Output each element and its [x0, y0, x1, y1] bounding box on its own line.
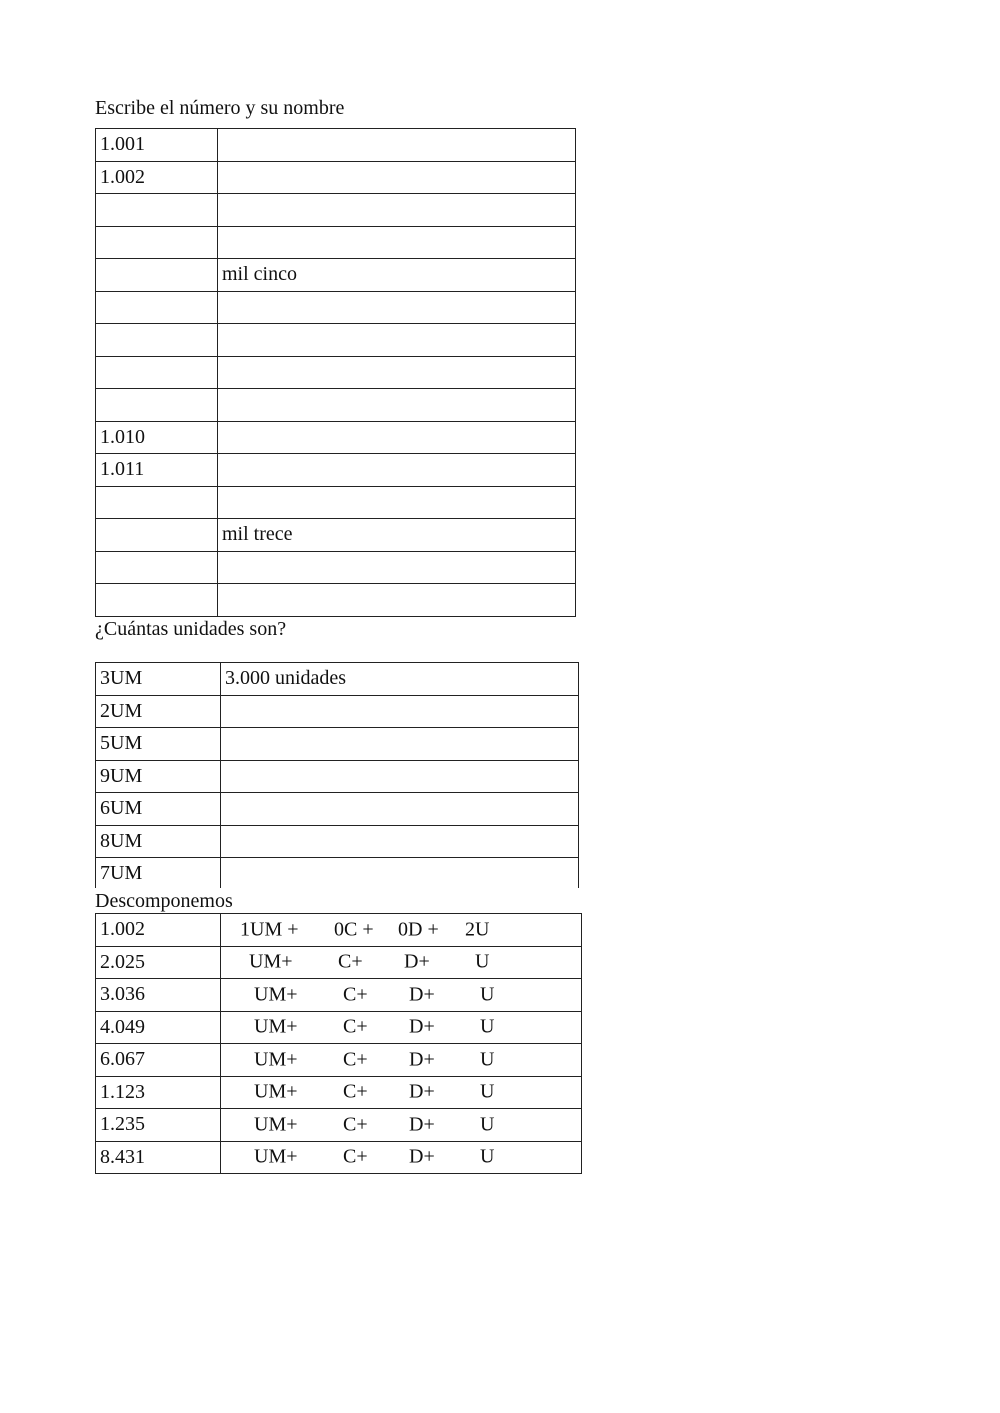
- table-row: [96, 356, 576, 389]
- decomposition-table: [95, 913, 582, 1174]
- units-table: [95, 662, 579, 888]
- number-cell: 4.049: [96, 1011, 221, 1044]
- number-cell[interactable]: [96, 356, 218, 389]
- section2-title: ¿Cuántas unidades son?: [95, 618, 287, 640]
- place-value-part: U: [480, 1015, 495, 1038]
- decomposition-cell[interactable]: [221, 979, 582, 1012]
- table-row: [96, 1076, 582, 1109]
- table-row: [96, 1141, 582, 1174]
- place-value-part: C+: [343, 1015, 368, 1038]
- place-value-part: D+: [409, 983, 435, 1006]
- table-row: [96, 421, 576, 454]
- number-cell[interactable]: [96, 226, 218, 259]
- number-name-table: [95, 128, 576, 617]
- number-cell: 1.235: [96, 1109, 221, 1142]
- name-cell: mil trece: [218, 519, 576, 552]
- number-cell[interactable]: [96, 519, 218, 552]
- section3-title: Descomponemos: [95, 890, 233, 912]
- number-cell[interactable]: [96, 259, 218, 292]
- place-value-part: D+: [404, 950, 430, 973]
- place-value-part: UM+: [254, 983, 298, 1006]
- number-cell: 3.036: [96, 979, 221, 1012]
- unit-label-cell: 8UM: [96, 825, 221, 858]
- table-row: [96, 291, 576, 324]
- table-row: [96, 454, 576, 487]
- number-cell: 2.025: [96, 946, 221, 979]
- name-cell: mil cinco: [218, 259, 576, 292]
- name-cell[interactable]: [218, 389, 576, 422]
- name-cell[interactable]: [218, 551, 576, 584]
- name-cell[interactable]: [218, 486, 576, 519]
- name-cell[interactable]: [218, 161, 576, 194]
- place-value-part: U: [480, 1048, 495, 1071]
- table-row: [96, 825, 579, 858]
- place-value-part: D+: [409, 1048, 435, 1071]
- table-row: [96, 259, 576, 292]
- place-value-part: C+: [343, 1080, 368, 1103]
- place-value-part: 0C +: [334, 918, 374, 941]
- table-row: [96, 226, 576, 259]
- number-cell: 6.067: [96, 1044, 221, 1077]
- place-value-part: U: [480, 1080, 495, 1103]
- unit-label-cell: 2UM: [96, 695, 221, 728]
- section1-title: Escribe el número y su nombre: [95, 97, 345, 119]
- decomposition-cell[interactable]: [221, 1044, 582, 1077]
- place-value-part: UM+: [249, 950, 293, 973]
- table-row: [96, 194, 576, 227]
- name-cell[interactable]: [218, 356, 576, 389]
- place-value-part: 1UM +: [240, 918, 299, 941]
- place-value-part: C+: [343, 1048, 368, 1071]
- place-value-part: D+: [409, 1145, 435, 1168]
- place-value-part: U: [480, 983, 495, 1006]
- table-row: [96, 519, 576, 552]
- place-value-part: C+: [343, 983, 368, 1006]
- place-value-part: C+: [343, 1113, 368, 1136]
- table-row: [96, 858, 579, 889]
- table-row: [96, 1011, 582, 1044]
- place-value-part: 0D +: [398, 918, 439, 941]
- place-value-part: U: [480, 1145, 495, 1168]
- table-row: [96, 946, 582, 979]
- answer-cell[interactable]: [221, 695, 579, 728]
- table-row: [96, 979, 582, 1012]
- answer-cell: 3.000 unidades: [221, 663, 579, 696]
- place-value-part: 2U: [465, 918, 490, 941]
- answer-cell[interactable]: [221, 793, 579, 826]
- unit-label-cell: 5UM: [96, 728, 221, 761]
- number-cell[interactable]: [96, 291, 218, 324]
- number-cell[interactable]: [96, 389, 218, 422]
- table-row: [96, 551, 576, 584]
- decomposition-cell[interactable]: [221, 1109, 582, 1142]
- place-value-part: U: [480, 1113, 495, 1136]
- table-row: [96, 760, 579, 793]
- place-value-part: C+: [343, 1145, 368, 1168]
- name-cell[interactable]: [218, 584, 576, 617]
- number-cell: 1.010: [96, 421, 218, 454]
- number-cell[interactable]: [96, 584, 218, 617]
- name-cell[interactable]: [218, 421, 576, 454]
- place-value-part: D+: [409, 1015, 435, 1038]
- name-cell[interactable]: [218, 226, 576, 259]
- decomposition-cell[interactable]: [221, 1076, 582, 1109]
- unit-label-cell: 6UM: [96, 793, 221, 826]
- place-value-part: D+: [409, 1080, 435, 1103]
- place-value-part: D+: [409, 1113, 435, 1136]
- table-row: [96, 129, 576, 162]
- place-value-part: UM+: [254, 1145, 298, 1168]
- answer-cell[interactable]: [221, 825, 579, 858]
- unit-label-cell: 7UM: [96, 858, 221, 889]
- table-row: [96, 1109, 582, 1142]
- decomposition-cell[interactable]: [221, 946, 582, 979]
- name-cell[interactable]: [218, 291, 576, 324]
- number-cell[interactable]: [96, 551, 218, 584]
- table-row: [96, 914, 582, 947]
- place-value-part: UM+: [254, 1113, 298, 1136]
- table-row: [96, 584, 576, 617]
- table-row: [96, 793, 579, 826]
- table-row: [96, 161, 576, 194]
- decomposition-cell[interactable]: [221, 1011, 582, 1044]
- number-cell: 8.431: [96, 1141, 221, 1174]
- decomposition-cell[interactable]: [221, 1141, 582, 1174]
- number-cell: 1.011: [96, 454, 218, 487]
- table-row: [96, 486, 576, 519]
- place-value-part: UM+: [254, 1048, 298, 1071]
- number-cell: 1.002: [96, 914, 221, 947]
- number-cell: 1.001: [96, 129, 218, 162]
- place-value-part: C+: [338, 950, 363, 973]
- table-row: [96, 324, 576, 357]
- table-row: [96, 695, 579, 728]
- name-cell[interactable]: [218, 454, 576, 487]
- number-cell: 1.002: [96, 161, 218, 194]
- number-cell[interactable]: [96, 486, 218, 519]
- answer-cell[interactable]: [221, 760, 579, 793]
- number-cell: 1.123: [96, 1076, 221, 1109]
- place-value-part: U: [475, 950, 490, 973]
- name-cell[interactable]: [218, 324, 576, 357]
- number-cell[interactable]: [96, 324, 218, 357]
- decomposition-cell[interactable]: [221, 914, 582, 947]
- unit-label-cell: 9UM: [96, 760, 221, 793]
- table-row: [96, 728, 579, 761]
- table-row: [96, 1044, 582, 1077]
- table-row: [96, 663, 579, 696]
- answer-cell[interactable]: [221, 728, 579, 761]
- name-cell[interactable]: [218, 129, 576, 162]
- answer-cell[interactable]: [221, 858, 579, 889]
- number-cell[interactable]: [96, 194, 218, 227]
- place-value-part: UM+: [254, 1015, 298, 1038]
- place-value-part: UM+: [254, 1080, 298, 1103]
- table-row: [96, 389, 576, 422]
- name-cell[interactable]: [218, 194, 576, 227]
- unit-label-cell: 3UM: [96, 663, 221, 696]
